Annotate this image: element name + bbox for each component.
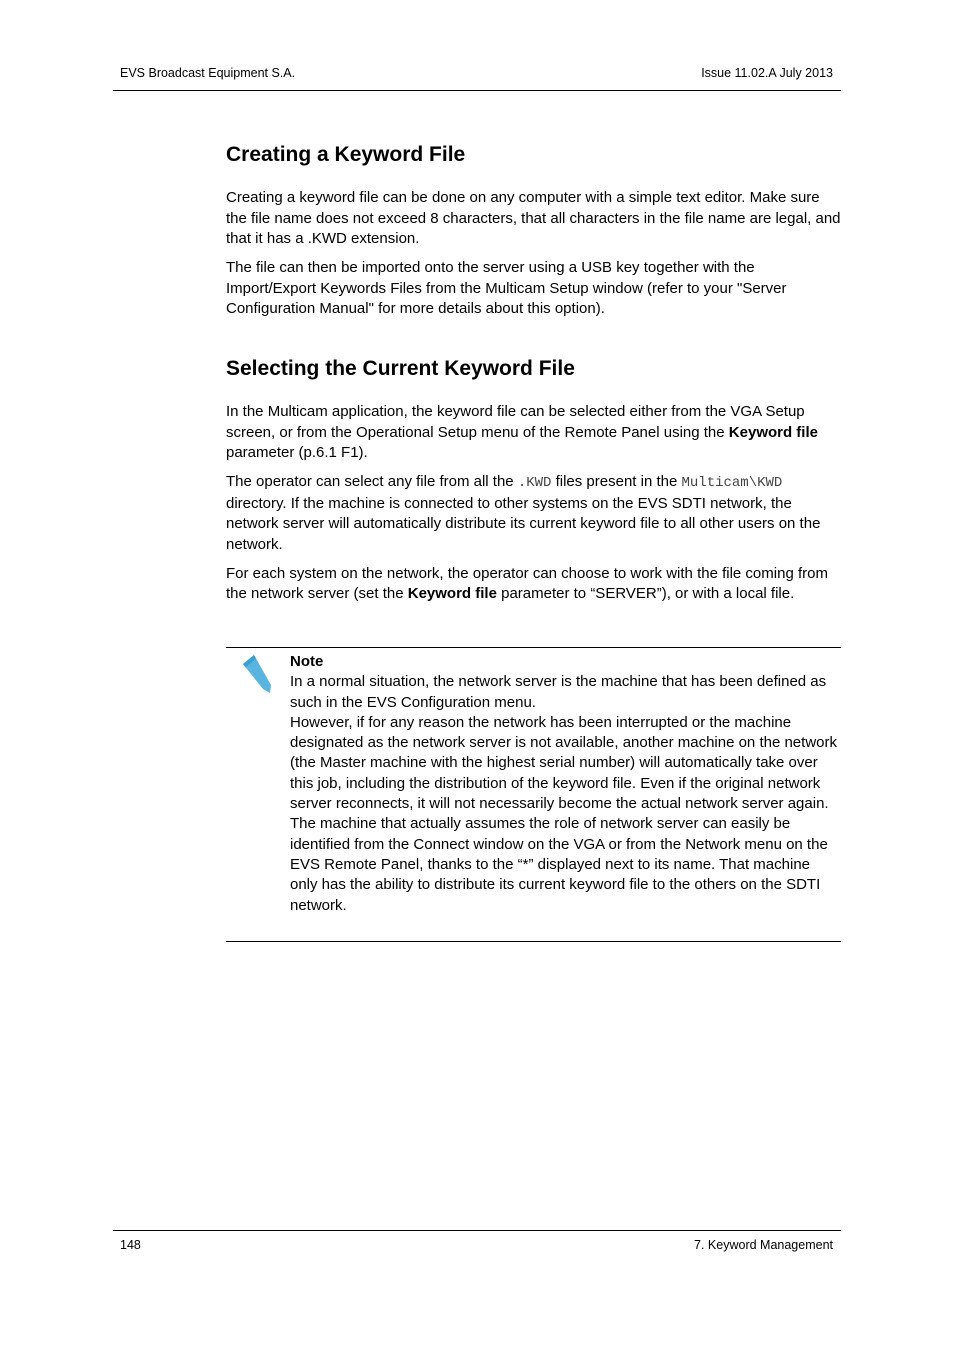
note-paragraph: In a normal situation, the network server is the machine that has been defined as such in the EVS Configuration menu. [290,673,827,711]
paragraph: For each system on the network, the operator can choose to work with the file coming from the network server (set the Keyword file parameter to “SERVER”), or with a local file. [226,564,828,602]
section-selecting-keyword-file [226,356,844,605]
section-title: Selecting the Current Keyword File [226,357,575,380]
note-paragraph: However, if for any reason the network has been interrupted or the machine designated as the network server is not available, another machine on the network (the Master machine with the highest serial number) will automatically take over this job, including the distribution of the keyword file. Even if the original network server reconnects, it will not necessarily become the actual network server again. [290,713,837,813]
bold-term: Keyword file [728,423,818,441]
paragraph: The operator can select any file from all the .KWD files present in the Multicam\KWD directory. If the machine is connected to other systems on the EVS SDTI network, the network server will automatically distribute its current keyword file to all other users on the network. [226,473,821,553]
bold-term: Keyword file [407,585,497,602]
section-creating-keyword-file [226,142,844,320]
note-bottom-rule [226,941,841,942]
note-box [290,652,840,916]
paragraph: Creating a keyword file can be done on any computer with a simple text editor. Make sure the file name does not exceed 8 characters, that all characters in the file name are legal, and that it has a .KWD extension. [226,189,841,247]
paragraph: In the Multicam application, the keyword file can be selected either from the VGA Setup screen, or from the Operational Setup menu of the Remote Panel using the Keyword file parameter (p.6.1 F1). [226,403,818,461]
pencil-icon [240,652,274,694]
note-paragraph: The machine that actually assumes the role of network server can easily be identified from the Connect window on the VGA or from the Network menu on the EVS Remote Panel, thanks to the “*” displayed next to its name. That machine only has the ability to distribute its current keyword file to the others on the SDTI network. [290,815,828,914]
page-number: 148 [120,1238,141,1252]
section-title: Creating a Keyword File [226,143,466,166]
note-top-rule [226,647,841,648]
header-company: EVS Broadcast Equipment S.A. [120,66,296,80]
footer-chapter: 7. Keyword Management [694,1238,833,1252]
header-rule [113,90,841,91]
note-title: Note [290,653,324,670]
paragraph: The file can then be imported onto the server using a USB key together with the Import/Export Keywords Files from the Multicam Setup window (refer to your "Server Configuration Manual" for more details about this option). [226,259,787,317]
code-directory: Multicam\KWD [681,475,783,491]
footer-rule [113,1230,841,1231]
code-kwd-extension: .KWD [517,475,552,491]
header-issue: Issue 11.02.A July 2013 [701,66,833,80]
